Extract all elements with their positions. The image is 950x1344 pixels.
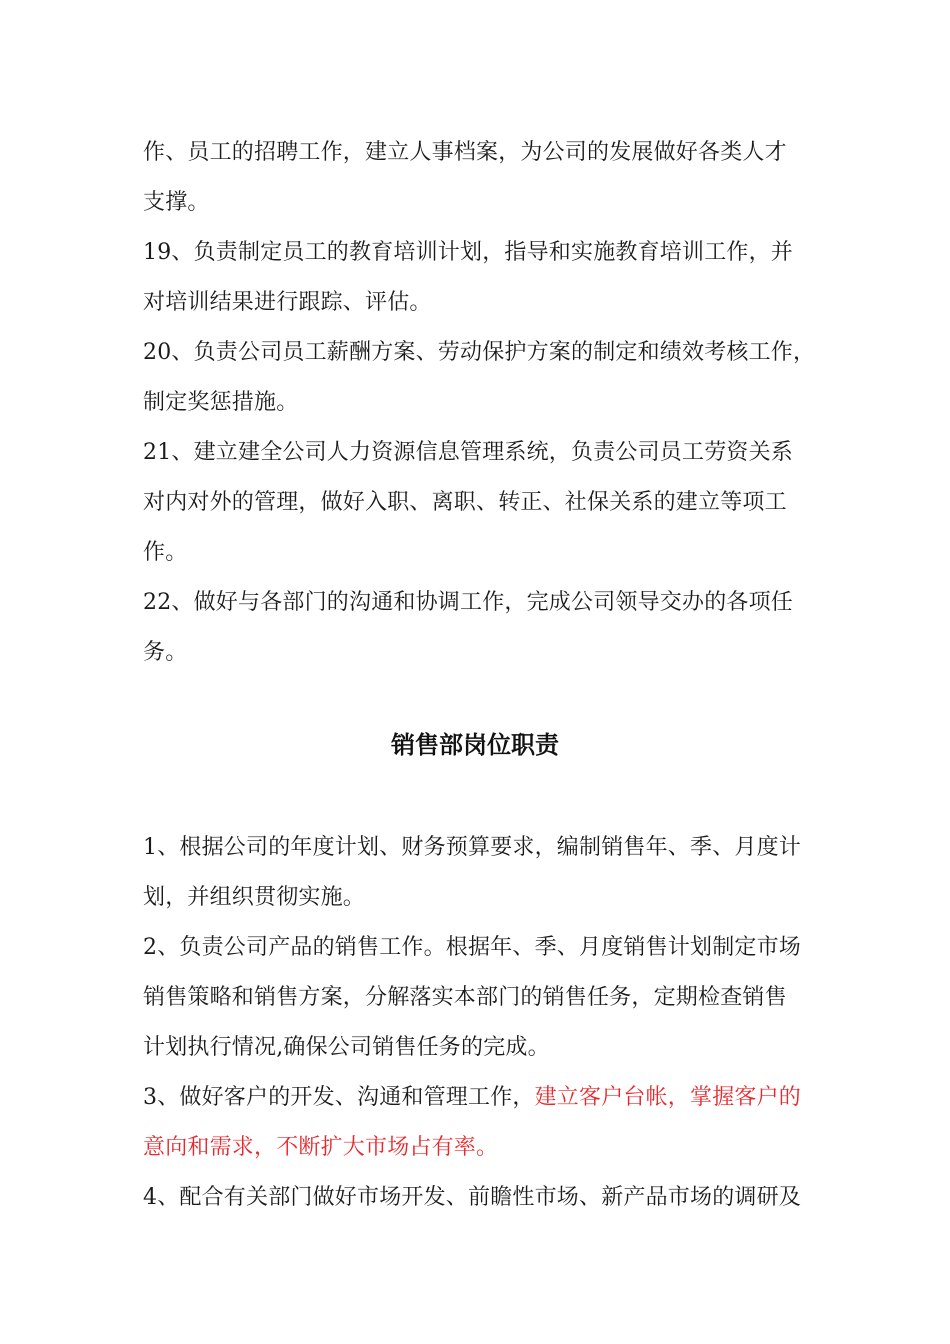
paragraph-line: 制定奖惩措施。 (143, 390, 299, 415)
paragraph-line: 对内对外的管理，做好入职、离职、转正、社保关系的建立等项工 (143, 490, 787, 515)
highlighted-text: 建立客户台帐，掌握客户的 (534, 1085, 802, 1110)
section-heading: 销售部岗位职责 (391, 731, 559, 759)
paragraph-line: 支撑。 (143, 190, 210, 215)
paragraph-line: 21、建立建全公司人力资源信息管理系统，负责公司员工劳资关系 (143, 440, 793, 465)
paragraph-line: 计划执行情况,确保公司销售任务的完成。 (143, 1035, 550, 1060)
paragraph-line: 划，并组织贯彻实施。 (143, 885, 366, 910)
hr-duties-continuation (143, 128, 815, 678)
paragraph-line: 4、配合有关部门做好市场开发、前瞻性市场、新产品市场的调研及 (143, 1185, 801, 1210)
paragraph-line: 20、负责公司员工薪酬方案、劳动保护方案的制定和绩效考核工作， (143, 340, 816, 365)
paragraph-line: 务。 (143, 640, 188, 665)
paragraph-text: 3、做好客户的开发、沟通和管理工作， (143, 1085, 535, 1110)
sales-duties (143, 823, 815, 1223)
paragraph-line: 22、做好与各部门的沟通和协调工作，完成公司领导交办的各项任 (143, 590, 793, 615)
paragraph-line (143, 1073, 815, 1123)
paragraph-line: 2、负责公司产品的销售工作。根据年、季、月度销售计划制定市场 (143, 935, 801, 960)
paragraph-line: 作、员工的招聘工作，建立人事档案，为公司的发展做好各类人才 (143, 140, 787, 165)
paragraph-line: 1、根据公司的年度计划、财务预算要求，编制销售年、季、月度计 (143, 835, 801, 860)
paragraph-line: 作。 (143, 540, 188, 565)
paragraph-line: 销售策略和销售方案，分解落实本部门的销售任务，定期检查销售 (143, 985, 787, 1010)
highlighted-line: 意向和需求，不断扩大市场占有率。 (143, 1135, 499, 1160)
paragraph-line: 对培训结果进行跟踪、评估。 (143, 290, 432, 315)
paragraph-line: 19、负责制定员工的教育培训计划，指导和实施教育培训工作，并 (143, 240, 793, 265)
